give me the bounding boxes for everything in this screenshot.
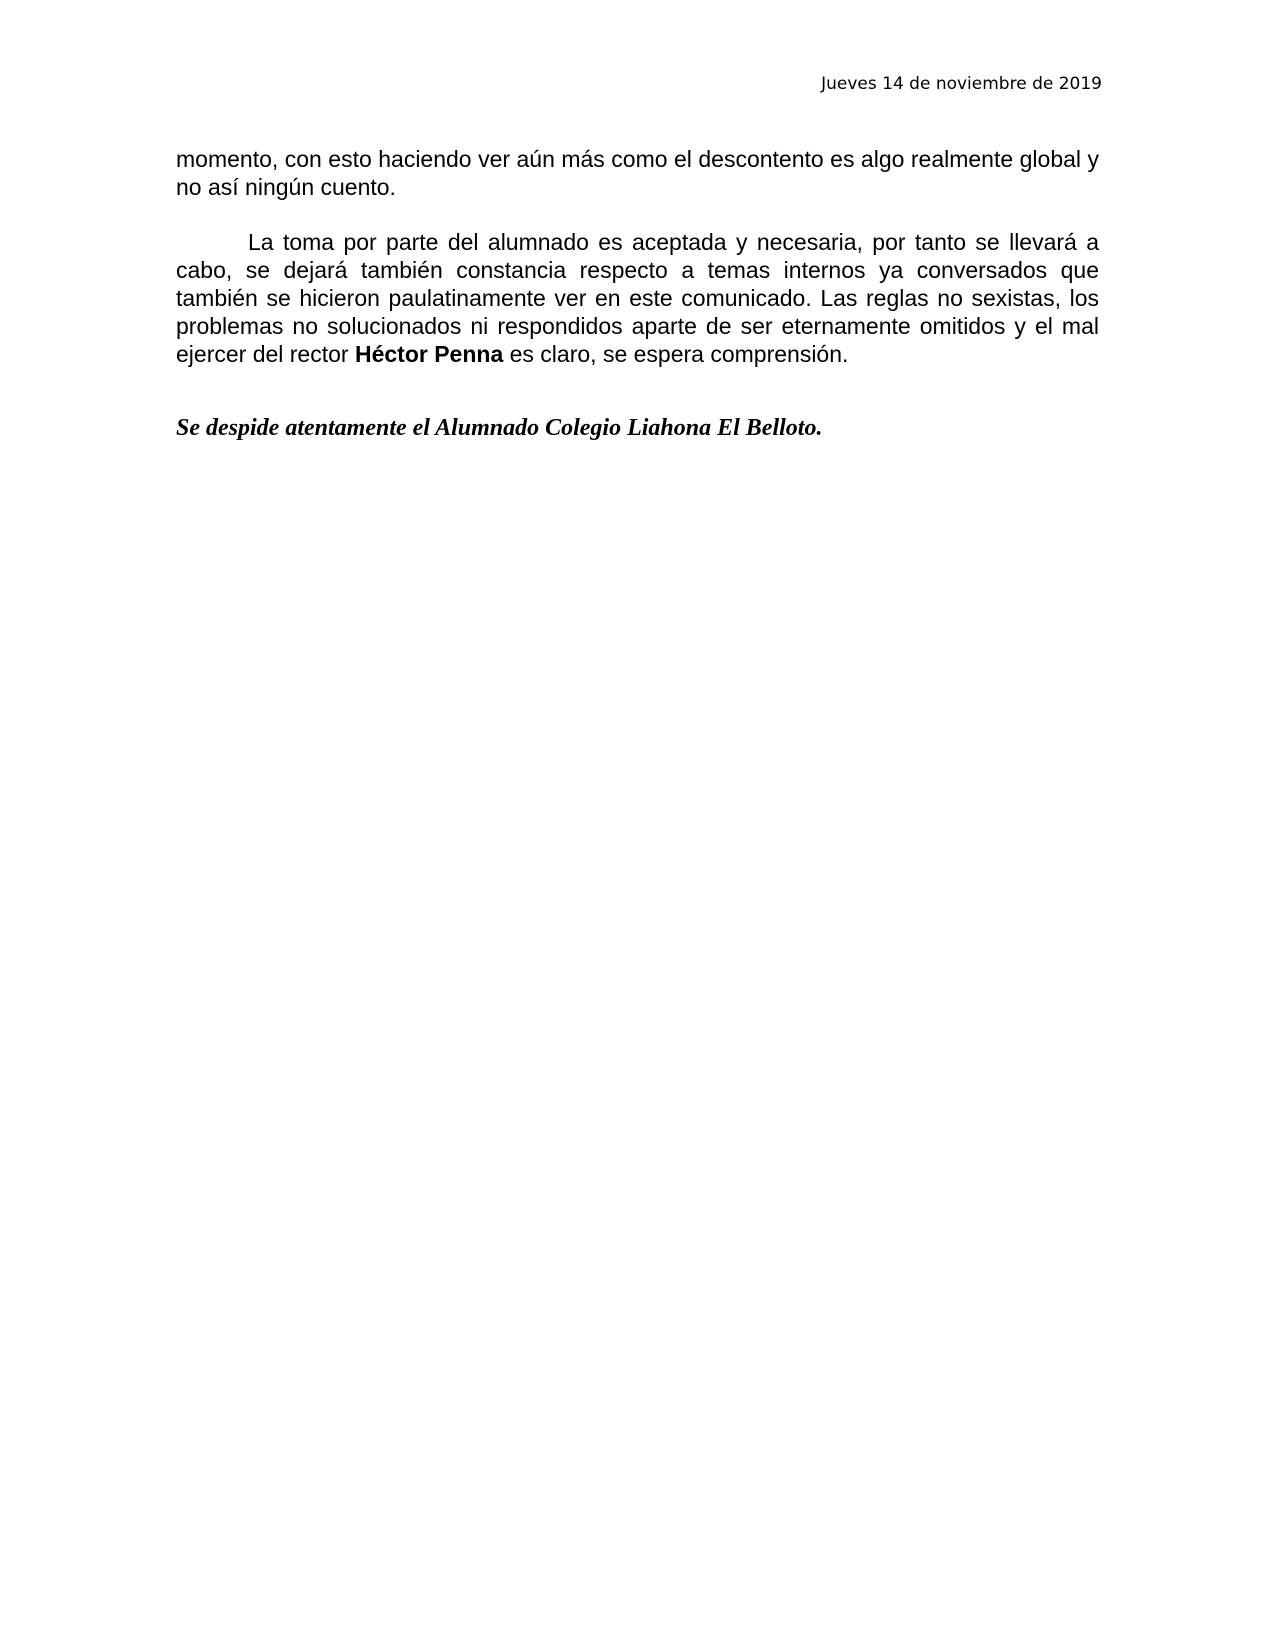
paragraph-2-start: La toma por parte del alumnado es aceptada y necesaria, por tanto se llevará a cabo, se dejará también constancia respecto a temas internos ya conversados que también se hicieron paulatinamente ver en este comunicado. Las reglas no sexistas, los problemas no solucionados ni respondidos aparte de ser eternamente omitidos y el mal ejercer del rector — [176, 229, 1099, 367]
header-date: Jueves 14 de noviembre de 2019 — [821, 74, 1102, 94]
paragraph-2-end: es claro, se espera comprensión. — [503, 341, 849, 367]
closing-signature: Se despide atentamente el Alumnado Colegio Liahona El Belloto. — [176, 415, 823, 441]
paragraph-2 — [176, 228, 1099, 368]
paragraph-1: momento, con esto haciendo ver aún más como el descontento es algo realmente global y no así ningún cuento. — [176, 146, 1099, 200]
rector-name: Héctor Penna — [354, 341, 504, 367]
